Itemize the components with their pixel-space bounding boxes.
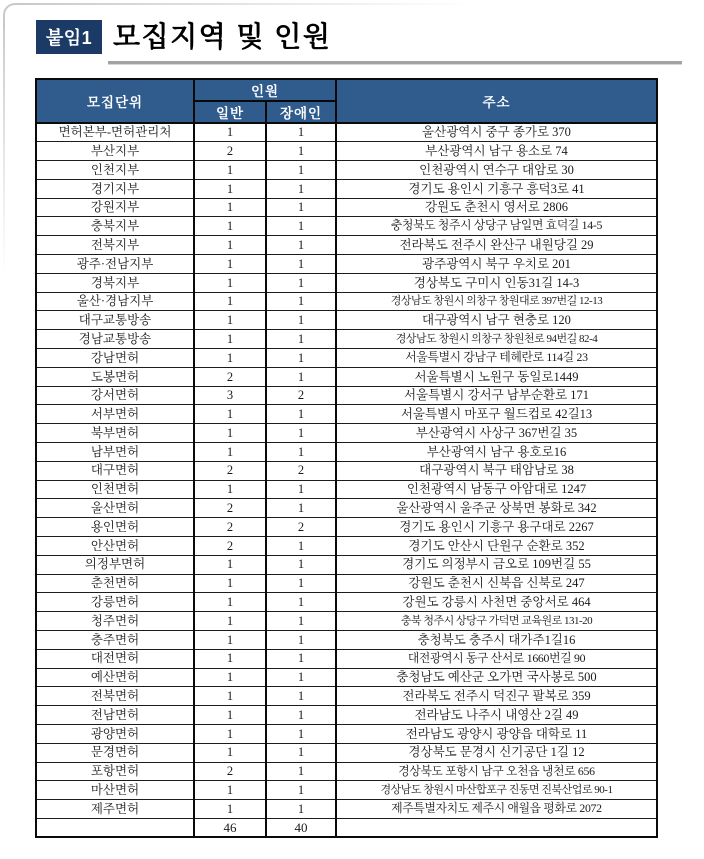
- table-row: [36, 349, 657, 368]
- cell-general: 1: [194, 555, 266, 574]
- cell-unit: 용인면허: [36, 518, 194, 537]
- cell-disabled: 1: [266, 631, 336, 650]
- cell-address: 서울특별시 강서구 남부순환로 171: [336, 386, 657, 405]
- cell-disabled: 1: [266, 311, 336, 330]
- cell-general: 1: [194, 781, 266, 800]
- cell-general: 1: [194, 405, 266, 424]
- cell-unit: 인천면허: [36, 480, 194, 499]
- cell-general: 1: [194, 725, 266, 744]
- cell-disabled: 1: [266, 367, 336, 386]
- table-row: [36, 292, 657, 311]
- cell-unit: 경남교통방송: [36, 330, 194, 349]
- cell-disabled: 1: [266, 330, 336, 349]
- cell-general: 1: [194, 198, 266, 217]
- cell-address: 경상남도 창원시 마산합포구 진동면 진북산업로 90-1: [336, 781, 657, 800]
- table-row: [36, 537, 657, 556]
- table-row: [36, 236, 657, 255]
- cell-address: 경기도 용인시 기흥구 흥덕3로 41: [336, 179, 657, 198]
- page-frame-left: [3, 15, 5, 275]
- table-row: [36, 743, 657, 762]
- col-header-address: 주소: [336, 79, 657, 123]
- cell-unit: 강남면허: [36, 349, 194, 368]
- table-row: [36, 142, 657, 161]
- cell-general: 1: [194, 706, 266, 725]
- cell-unit: 남부면허: [36, 443, 194, 462]
- cell-address: 경기도 용인시 기흥구 용구대로 2267: [336, 518, 657, 537]
- cell-disabled: 1: [266, 555, 336, 574]
- table-row: [36, 330, 657, 349]
- col-header-disabled: 장애인: [266, 101, 336, 123]
- table-row: [36, 198, 657, 217]
- col-header-unit: 모집단위: [36, 79, 194, 123]
- cell-address: 서울특별시 노원구 동일로1449: [336, 367, 657, 386]
- table-row: [36, 499, 657, 518]
- cell-disabled: 1: [266, 424, 336, 443]
- cell-address: 인천광역시 연수구 대암로 30: [336, 161, 657, 180]
- cell-address: 대구광역시 북구 태암남로 38: [336, 461, 657, 480]
- cell-general: 1: [194, 236, 266, 255]
- cell-unit: 문경면허: [36, 743, 194, 762]
- cell-disabled: 1: [266, 405, 336, 424]
- table-row: [36, 612, 657, 631]
- table-row: [36, 255, 657, 274]
- cell-general: 1: [194, 574, 266, 593]
- total-row: [36, 818, 657, 837]
- cell-address: 전라남도 광양시 광양읍 대학로 11: [336, 725, 657, 744]
- cell-address: 전라북도 전주시 완산구 내원당길 29: [336, 236, 657, 255]
- attachment-badge: [36, 20, 102, 54]
- cell-address: 전라북도 전주시 덕진구 팔복로 359: [336, 687, 657, 706]
- cell-unit: 포항면허: [36, 762, 194, 781]
- cell-unit: 안산면허: [36, 537, 194, 556]
- cell-unit: 광주·전남지부: [36, 255, 194, 274]
- cell-unit: 전북지부: [36, 236, 194, 255]
- table-row: [36, 649, 657, 668]
- cell-general: 1: [194, 179, 266, 198]
- cell-unit: 대구면허: [36, 461, 194, 480]
- cell-address: 강원도 강릉시 사천면 중앙서로 464: [336, 593, 657, 612]
- cell-address: 경상남도 창원시 의창구 창원대로 397번길 12-13: [336, 292, 657, 311]
- table-row: [36, 725, 657, 744]
- cell-general: 1: [194, 349, 266, 368]
- cell-general: 1: [194, 800, 266, 819]
- page-frame-top: [15, 3, 475, 5]
- cell-disabled: 1: [266, 217, 336, 236]
- table-row: [36, 217, 657, 236]
- cell-disabled: 1: [266, 706, 336, 725]
- cell-disabled: 1: [266, 443, 336, 462]
- cell-general: 1: [194, 687, 266, 706]
- cell-disabled: 1: [266, 649, 336, 668]
- table-row: [36, 443, 657, 462]
- table-row: [36, 311, 657, 330]
- cell-general: 1: [194, 443, 266, 462]
- table-body: [36, 123, 657, 837]
- cell-general: 1: [194, 593, 266, 612]
- cell-general: 1: [194, 668, 266, 687]
- table-row: [36, 480, 657, 499]
- cell-disabled: 1: [266, 255, 336, 274]
- cell-general: 2: [194, 461, 266, 480]
- cell-disabled: 1: [266, 612, 336, 631]
- cell-address: 서울특별시 강남구 테헤란로 114길 23: [336, 349, 657, 368]
- cell-disabled: 1: [266, 762, 336, 781]
- cell-unit: 대전면허: [36, 649, 194, 668]
- cell-unit: 충주면허: [36, 631, 194, 650]
- cell-unit: 청주면허: [36, 612, 194, 631]
- cell-address: [336, 818, 657, 837]
- cell-disabled: 1: [266, 142, 336, 161]
- table-row: [36, 405, 657, 424]
- table-row: [36, 762, 657, 781]
- cell-address: 충청북도 청주시 상당구 남일면 효덕길 14-5: [336, 217, 657, 236]
- cell-general: 2: [194, 142, 266, 161]
- cell-general: 2: [194, 762, 266, 781]
- cell-unit: 마산면허: [36, 781, 194, 800]
- table-row: [36, 800, 657, 819]
- cell-general: 1: [194, 255, 266, 274]
- cell-address: 부산광역시 남구 용호로16: [336, 443, 657, 462]
- col-header-general: 일반: [194, 101, 266, 123]
- cell-unit: 전남면허: [36, 706, 194, 725]
- cell-unit: 부산지부: [36, 142, 194, 161]
- table-row: [36, 631, 657, 650]
- table-row: [36, 555, 657, 574]
- cell-disabled: 2: [266, 461, 336, 480]
- cell-general: 1: [194, 612, 266, 631]
- table-row: [36, 706, 657, 725]
- cell-unit: 북부면허: [36, 424, 194, 443]
- recruitment-table: [35, 78, 658, 838]
- cell-unit: 울산면허: [36, 499, 194, 518]
- cell-disabled: 1: [266, 273, 336, 292]
- cell-address: 대구광역시 남구 현충로 120: [336, 311, 657, 330]
- cell-disabled: 1: [266, 123, 336, 142]
- table-row: [36, 687, 657, 706]
- table-row: [36, 179, 657, 198]
- cell-disabled: 1: [266, 725, 336, 744]
- cell-general: 1: [194, 273, 266, 292]
- cell-unit: 제주면허: [36, 800, 194, 819]
- cell-unit: 의정부면허: [36, 555, 194, 574]
- table-row: [36, 367, 657, 386]
- cell-general: 1: [194, 161, 266, 180]
- page-frame-corner: [3, 3, 29, 29]
- cell-general: 1: [194, 631, 266, 650]
- cell-address: 경상북도 구미시 인동31길 14-3: [336, 273, 657, 292]
- cell-address: 충청남도 예산군 오가면 국사봉로 500: [336, 668, 657, 687]
- cell-unit: 춘천면허: [36, 574, 194, 593]
- cell-general: 1: [194, 311, 266, 330]
- cell-disabled: 1: [266, 781, 336, 800]
- cell-address: 부산광역시 사상구 367번길 35: [336, 424, 657, 443]
- cell-address: 전라남도 나주시 내영산 2길 49: [336, 706, 657, 725]
- cell-general: 1: [194, 743, 266, 762]
- cell-disabled: 40: [266, 818, 336, 837]
- table-row: [36, 574, 657, 593]
- page-title: 모집지역 및 인원: [113, 21, 332, 52]
- cell-address: 경기도 안산시 단원구 순환로 352: [336, 537, 657, 556]
- cell-general: 1: [194, 123, 266, 142]
- cell-disabled: 1: [266, 349, 336, 368]
- cell-general: 1: [194, 649, 266, 668]
- cell-general: 1: [194, 292, 266, 311]
- cell-general: 2: [194, 499, 266, 518]
- cell-unit: 강서면허: [36, 386, 194, 405]
- cell-unit: 광양면허: [36, 725, 194, 744]
- table-row: [36, 781, 657, 800]
- col-header-personnel: 인원: [194, 79, 336, 101]
- cell-unit: 도봉면허: [36, 367, 194, 386]
- cell-unit: 대구교통방송: [36, 311, 194, 330]
- cell-address: 인천광역시 남동구 아암대로 1247: [336, 480, 657, 499]
- title-underline-rule: [108, 61, 682, 65]
- cell-general: 1: [194, 424, 266, 443]
- cell-address: 충북 청주시 상당구 가덕면 교육원로 131-20: [336, 612, 657, 631]
- cell-disabled: 1: [266, 668, 336, 687]
- table-row: [36, 386, 657, 405]
- table-header: [36, 79, 657, 123]
- cell-disabled: 1: [266, 800, 336, 819]
- cell-unit: 강릉면허: [36, 593, 194, 612]
- cell-address: 강원도 춘천시 신북읍 신북로 247: [336, 574, 657, 593]
- cell-disabled: 1: [266, 537, 336, 556]
- cell-address: 울산광역시 울주군 상북면 봉화로 342: [336, 499, 657, 518]
- cell-unit: 전북면허: [36, 687, 194, 706]
- cell-address: 경상북도 문경시 신기공단 1길 12: [336, 743, 657, 762]
- cell-unit: 면허본부-면허관리처: [36, 123, 194, 142]
- cell-address: 부산광역시 남구 용소로 74: [336, 142, 657, 161]
- cell-disabled: 1: [266, 292, 336, 311]
- cell-address: 대전광역시 동구 산서로 1660번길 90: [336, 649, 657, 668]
- cell-general: 2: [194, 518, 266, 537]
- cell-address: 경기도 의정부시 금오로 109번길 55: [336, 555, 657, 574]
- cell-unit: 예산면허: [36, 668, 194, 687]
- cell-disabled: 2: [266, 386, 336, 405]
- cell-general: 46: [194, 818, 266, 837]
- cell-unit: 경기지부: [36, 179, 194, 198]
- cell-unit: 인천지부: [36, 161, 194, 180]
- table-row: [36, 593, 657, 612]
- table-row: [36, 424, 657, 443]
- cell-unit: 강원지부: [36, 198, 194, 217]
- table-row: [36, 518, 657, 537]
- cell-address: 광주광역시 북구 우치로 201: [336, 255, 657, 274]
- cell-disabled: 1: [266, 480, 336, 499]
- cell-disabled: 2: [266, 518, 336, 537]
- cell-address: 제주특별자치도 제주시 애월읍 평화로 2072: [336, 800, 657, 819]
- attachment-badge-label: 붙임1: [45, 28, 93, 48]
- cell-general: 2: [194, 537, 266, 556]
- cell-disabled: 1: [266, 687, 336, 706]
- cell-general: 3: [194, 386, 266, 405]
- cell-unit: 경북지부: [36, 273, 194, 292]
- cell-address: 경상남도 창원시 의창구 창원천로 94번길 82-4: [336, 330, 657, 349]
- table-row: [36, 668, 657, 687]
- cell-general: 1: [194, 217, 266, 236]
- table-row: [36, 273, 657, 292]
- cell-general: 2: [194, 367, 266, 386]
- cell-general: 1: [194, 480, 266, 499]
- cell-address: 경상북도 포항시 남구 오천읍 냉천로 656: [336, 762, 657, 781]
- cell-address: 충청북도 충주시 대가주1길16: [336, 631, 657, 650]
- table-row: [36, 161, 657, 180]
- table-row: [36, 123, 657, 142]
- cell-unit: [36, 818, 194, 837]
- cell-address: 울산광역시 중구 종가로 370: [336, 123, 657, 142]
- cell-unit: 충북지부: [36, 217, 194, 236]
- cell-disabled: 1: [266, 179, 336, 198]
- cell-unit: 울산·경남지부: [36, 292, 194, 311]
- cell-disabled: 1: [266, 161, 336, 180]
- cell-address: 강원도 춘천시 영서로 2806: [336, 198, 657, 217]
- cell-disabled: 1: [266, 743, 336, 762]
- cell-disabled: 1: [266, 198, 336, 217]
- cell-address: 서울특별시 마포구 월드컵로 42길13: [336, 405, 657, 424]
- cell-disabled: 1: [266, 593, 336, 612]
- cell-disabled: 1: [266, 499, 336, 518]
- table-row: [36, 461, 657, 480]
- cell-disabled: 1: [266, 574, 336, 593]
- cell-general: 1: [194, 330, 266, 349]
- cell-unit: 서부면허: [36, 405, 194, 424]
- cell-disabled: 1: [266, 236, 336, 255]
